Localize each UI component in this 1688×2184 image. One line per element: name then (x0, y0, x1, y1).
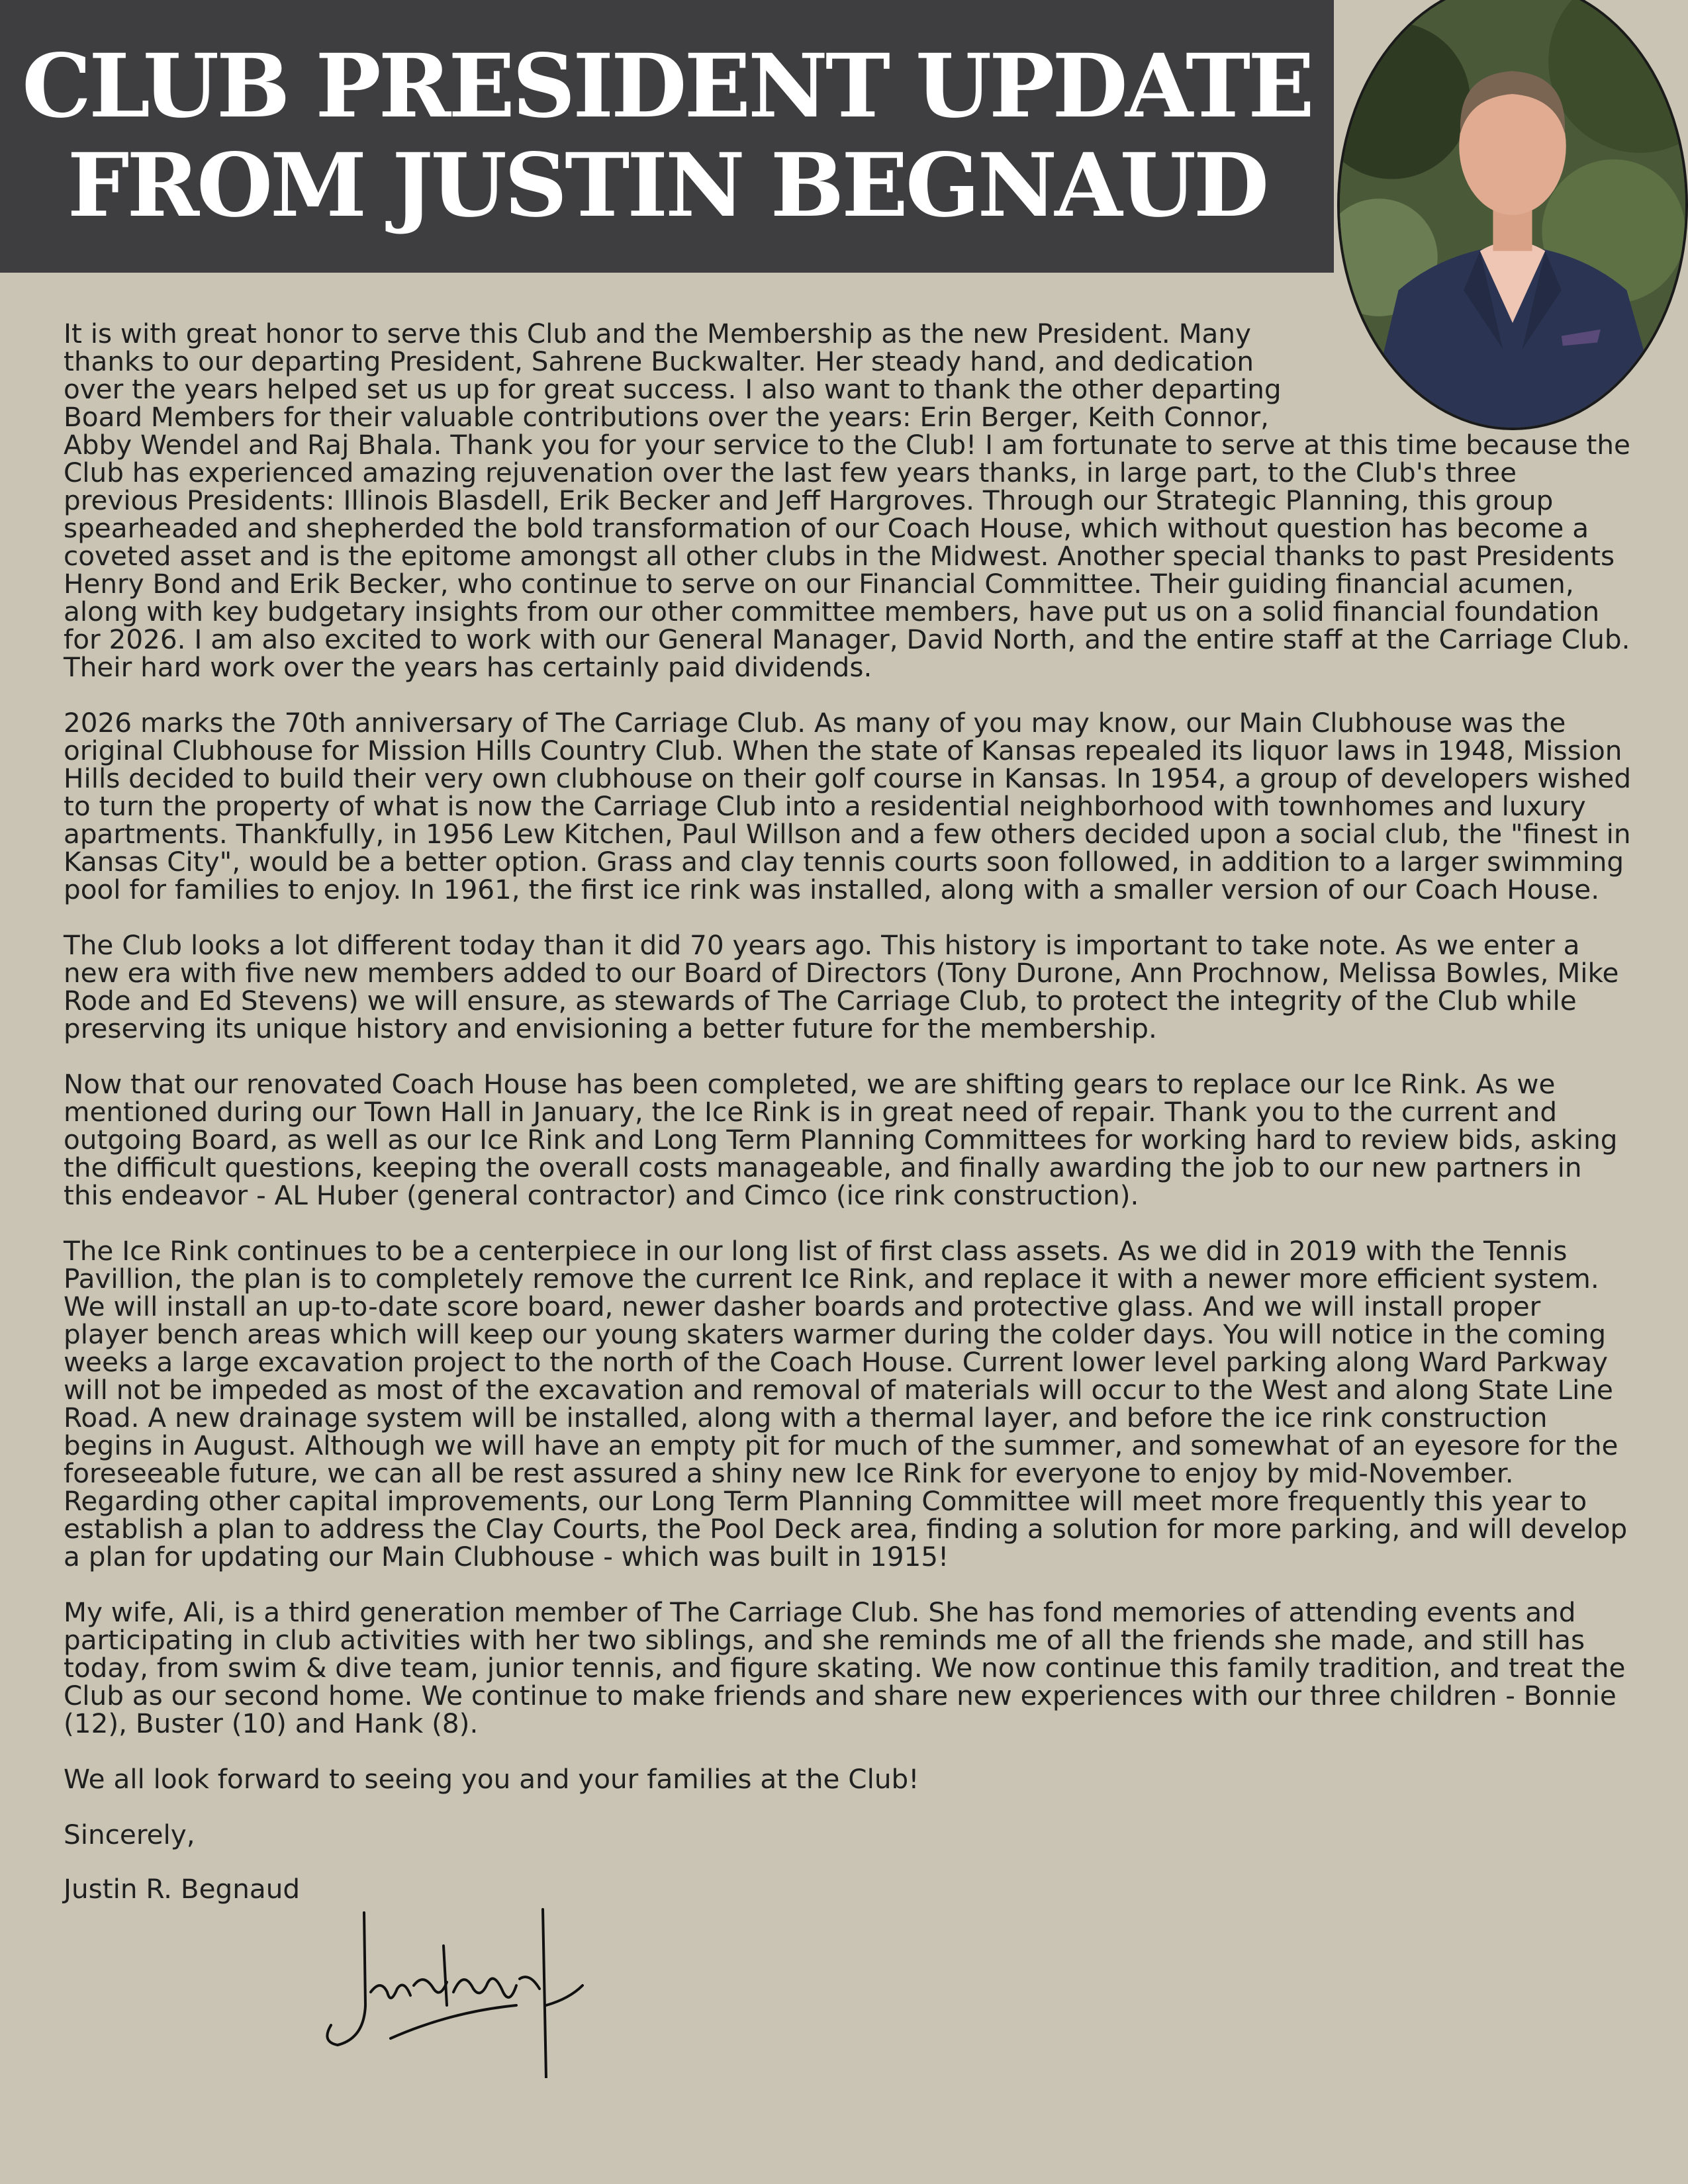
page-title-line-1: CLUB PRESIDENT UPDATE (22, 35, 1312, 138)
intro-line: thanks to our departing President, Sahrene Buckwalter. Her steady hand, and dedication (64, 345, 1254, 377)
letter-paragraph-2: 2026 marks the 70th anniversary of The Carriage Club. As many of you may know, our Main Clubhouse was the original Clubhouse for Mission Hills Country Club. When the state of Kansas repealed its liquor laws in 1948, Mission Hills decided to build their very own clubhouse on their golf course in Kansas. In 1954, a group of developers wished to turn the property of what is now the Carriage Club into a residential neighborhood with townhomes and luxury apartments. Thankfully, in 1956 Lew Kitchen, Paul Willson and a few others decided upon a social club, the "finest in Kansas City", would be a better option. Grass and clay tennis courts soon followed, in addition to a larger swimming pool for families to enjoy. In 1961, the first ice rink was installed, along with a smaller version of our Coach House. (64, 707, 1632, 905)
intro-line: over the years helped set us up for great success. I also want to thank the other departing (64, 373, 1282, 405)
intro-line: It is with great honor to serve this Club and the Membership as the new President. Many (64, 318, 1251, 349)
intro-line: Board Members for their valuable contributions over the years: Erin Berger, Keith Connor, (64, 401, 1269, 433)
letter-paragraph-6: My wife, Ali, is a third generation member of The Carriage Club. She has fond memories of attending events and participating in club activities with her two siblings, and she reminds me of all the friends she made, and still has today, from swim & dive team, junior tennis, and figure skating. We now continue this family tradition, and treat the Club as our second home. We continue to make friends and share new experiences with our three children - Bonnie (12), Buster (10) and Hank (8). (64, 1596, 1626, 1739)
sign-off: Sincerely, (64, 1819, 195, 1850)
page-title-line-2: FROM JUSTIN BEGNAUD (67, 134, 1267, 237)
letter-paragraph-1 (64, 320, 1632, 681)
intro-rest: Abby Wendel and Raj Bhala. Thank you for your service to the Club! I am fortunate to serve at this time because the Club has experienced amazing rejuvenation over the last few years thanks, in large part, to the Club's three previous Presidents: Illinois Blasdell, Erik Becker and Jeff Hargroves. Through our Strategic Planning, this group spearheaded and shepherded the bold transformation of our Coach House, which without question has become a coveted asset and is the epitome amongst all other clubs in the Midwest. Another special thanks to past Presidents Henry Bond and Erik Becker, who continue to serve on our Financial Committee. Their guiding financial acumen, along with key budgetary insights from our other committee members, have put us on a solid financial foundation for 2026. I am also excited to work with our General Manager, David North, and the entire staff at the Carriage Club. Their hard work over the years has certainly paid dividends. (64, 429, 1630, 683)
letter-paragraph-5: The Ice Rink continues to be a centerpiece in our long list of first class assets. As we did in 2019 with the Tennis Pavillion, the plan is to completely remove the current Ice Rink, and replace it with a newer more efficient system. We will install an up-to-date score board, newer dasher boards and protective glass. And we will install proper player bench areas which will keep our young skaters warmer during the colder days. You will notice in the coming weeks a large excavation project to the north of the Coach House. Current lower level parking along Ward Parkway will not be impeded as most of the excavation and removal of materials will occur to the West and along State Line Road. A new drainage system will be installed, along with a thermal layer, and before the ice rink construction begins in August. Although we will have an empty pit for much of the summer, and somewhat of an eyesore for the foreseeable future, we can all be rest assured a shiny new Ice Rink for everyone to enjoy by mid-November. Regarding other capital improvements, our Long Term Planning Committee will meet more frequently this year to establish a plan to address the Clay Courts, the Pool Deck area, finding a solution for more parking, and will develop a plan for updating our Main Clubhouse - which was built in 1915! (64, 1235, 1628, 1572)
title-banner (0, 0, 1334, 273)
handwritten-signature-icon (318, 1906, 609, 2078)
letter-paragraph-4: Now that our renovated Coach House has been completed, we are shifting gears to replace our Ice Rink. As we mentioned during our Town Hall in January, the Ice Rink is in great need of repair. Thank you to the current and outgoing Board, as well as our Ice Rink and Long Term Planning Committees for working hard to review bids, asking the difficult questions, keeping the overall costs manageable, and finally awarding the job to our new partners in this endeavor - AL Huber (general contractor) and Cimco (ice rink construction). (64, 1068, 1618, 1211)
letter-paragraph-3: The Club looks a lot different today than it did 70 years ago. This history is important to take note. As we enter a new era with five new members added to our Board of Directors (Tony Durone, Ann Prochnow, Melissa Bowles, Mike Rode and Ed Stevens) we will ensure, as stewards of The Carriage Club, to protect the integrity of the Club while preserving its unique history and envisioning a better future for the membership. (64, 929, 1619, 1044)
closing-line: We all look forward to seeing you and your families at the Club! (64, 1763, 919, 1795)
letter-body (64, 320, 1632, 1929)
signer-name: Justin R. Begnaud (64, 1873, 301, 1905)
